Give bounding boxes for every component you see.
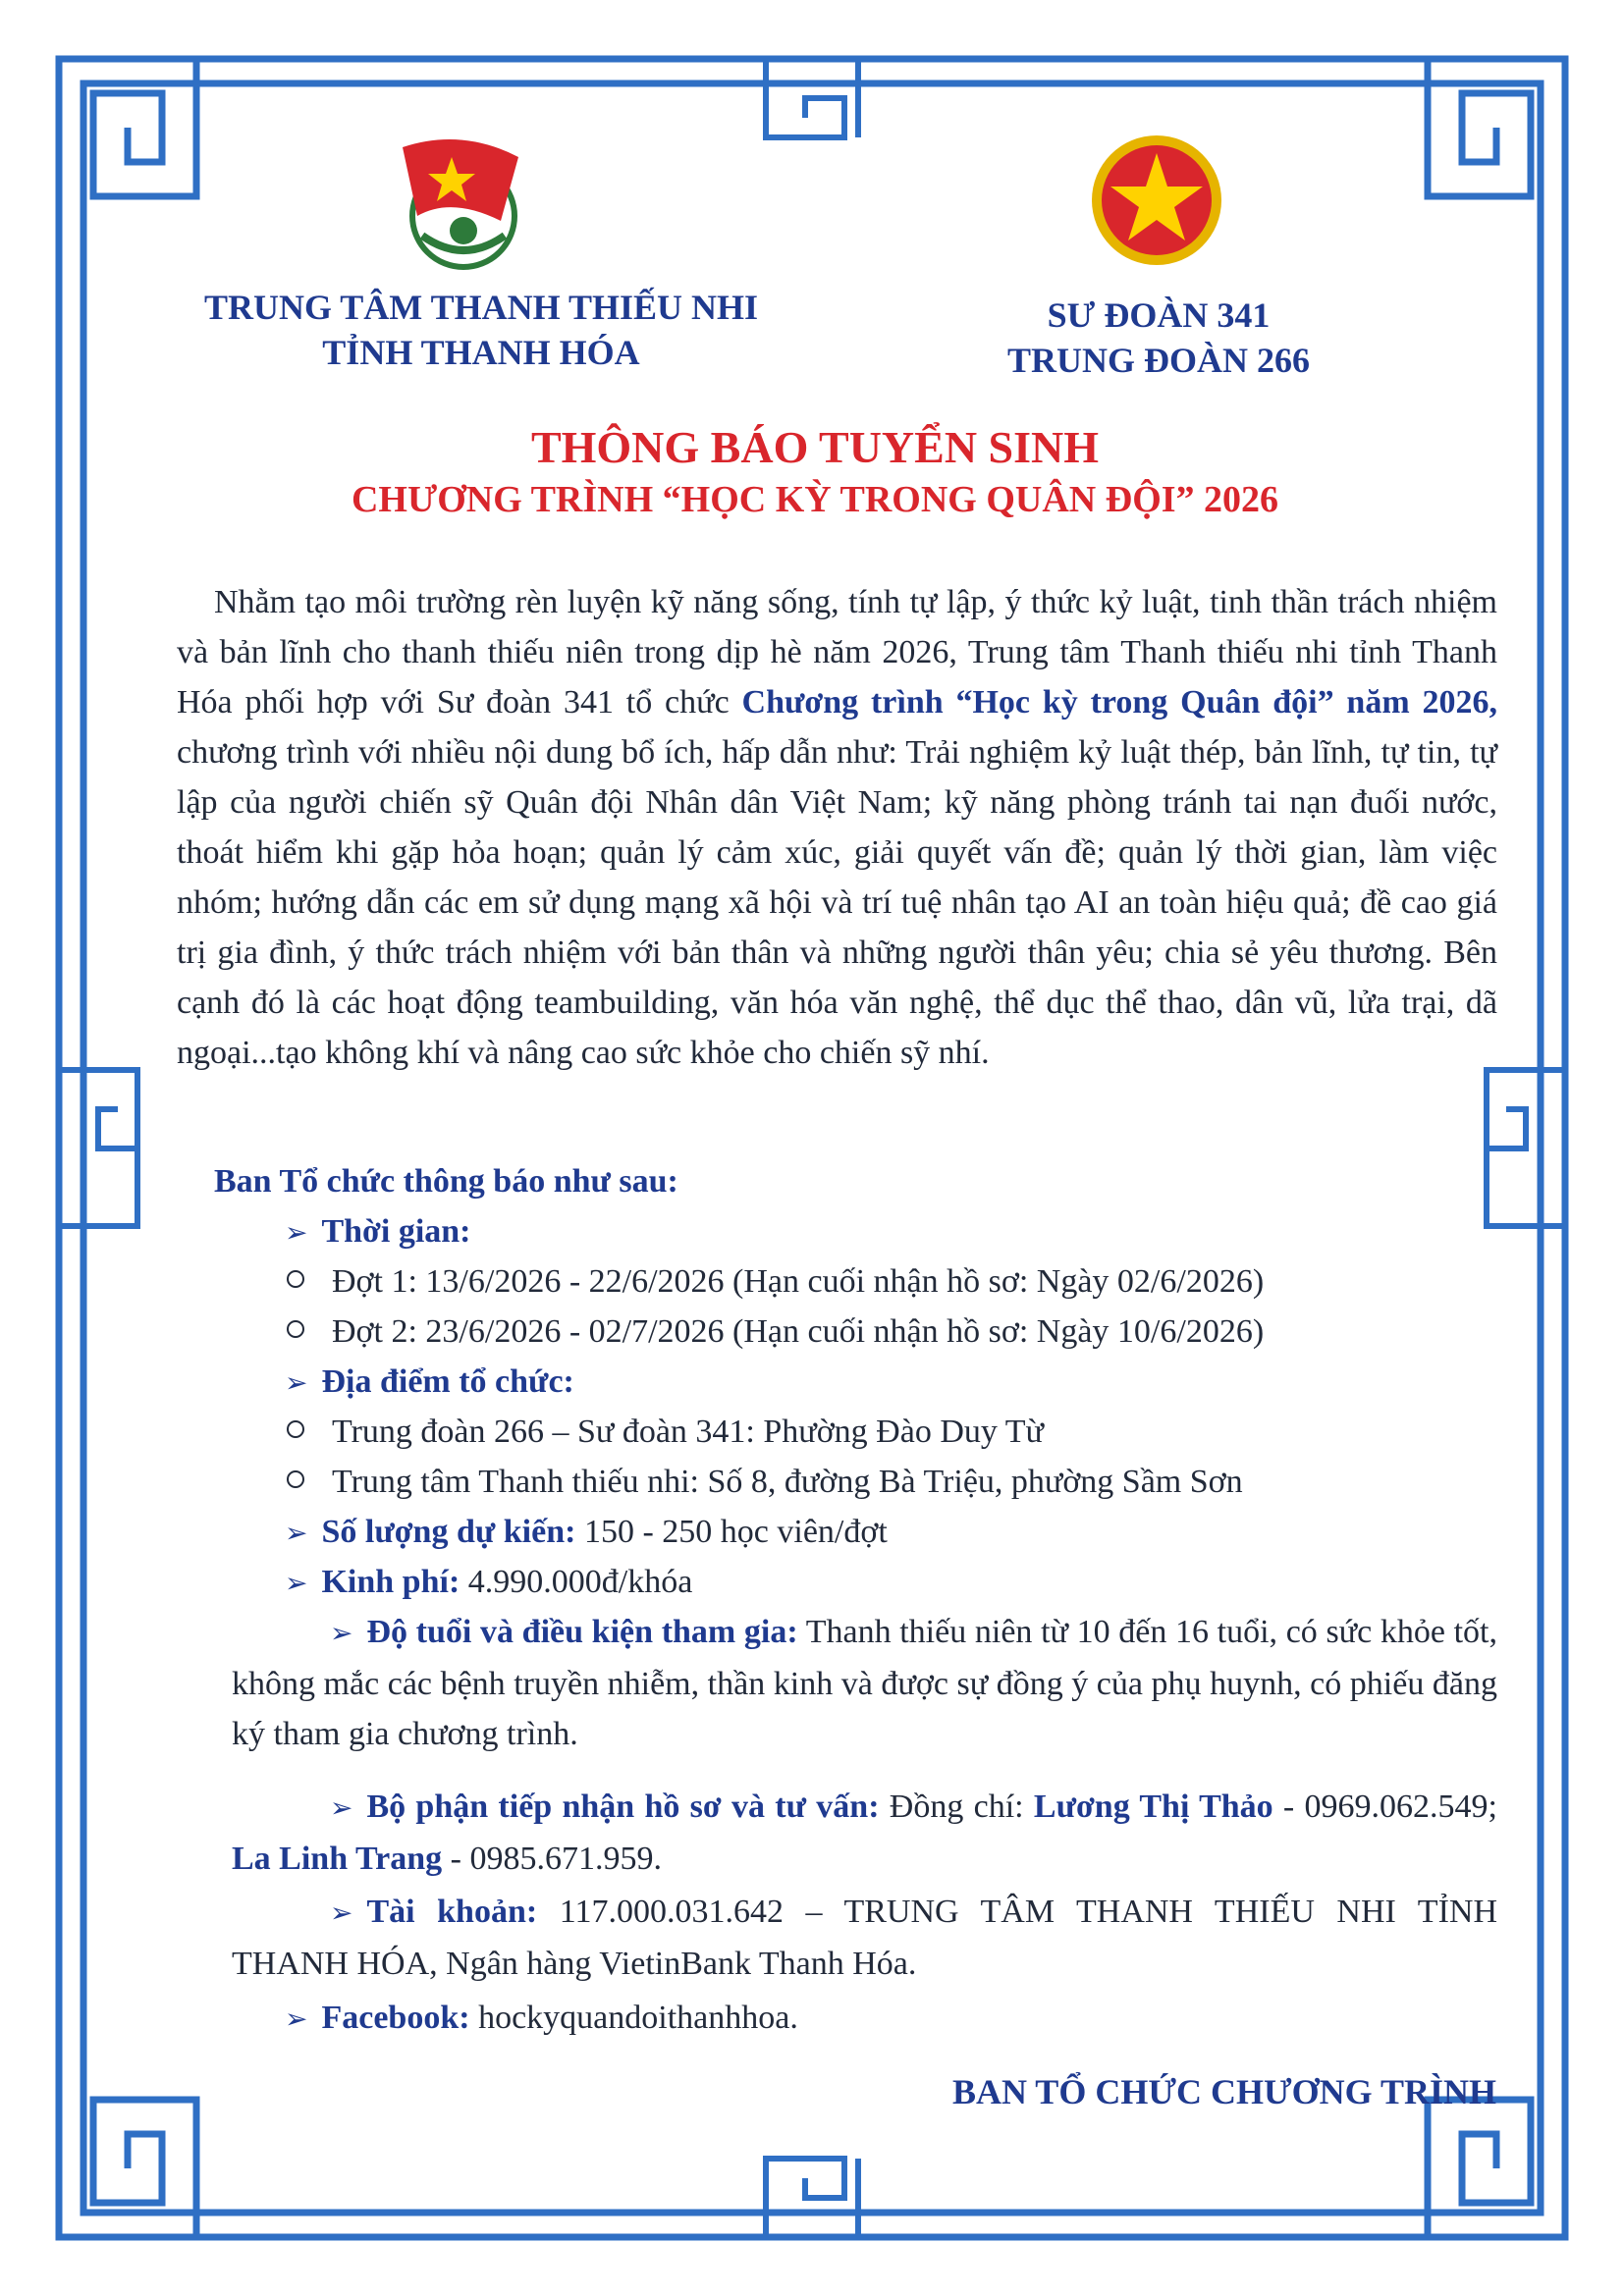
time-item-1 (287, 1256, 1264, 1307)
age-paragraph (232, 1607, 1497, 1759)
intro-program-name: Chương trình “Học kỳ trong Quân đội” năm 2026, (741, 684, 1497, 721)
organizer-signature: BAN TỔ CHỨC CHƯƠNG TRÌNH (951, 2072, 1496, 2111)
contact-prefix: Đồng chí: (879, 1789, 1034, 1825)
arrow-bullet-icon: ➢ (330, 1898, 353, 1929)
left-org-line1: TRUNG TÂM THANH THIẾU NHI (203, 288, 759, 327)
circle-bullet-icon (287, 1320, 304, 1338)
contact-phone-2: - 0985.671.959. (442, 1841, 662, 1877)
announcement-title: THÔNG BÁO TUYỂN SINH (530, 422, 1100, 472)
quantity-label: Số lượng dự kiến: (321, 1514, 576, 1550)
quantity-line (285, 1507, 888, 1559)
fee-value: 4.990.000đ/khóa (460, 1564, 693, 1600)
intro-text-1: Nhằm tạo môi trường rèn luyện kỹ năng sống, tính tự lập, ý thức kỷ luật, tinh thần trách nhiệm và bản lĩnh cho thanh thiếu niên trong dịp hè năm 2026, Trung tâm Thanh thiếu nhi tỉnh Thanh Hóa phối hợp với Sư đoàn 341 tổ chức (177, 584, 1497, 721)
quantity-value: 150 - 250 học viên/đợt (575, 1514, 888, 1550)
location-item-2 (287, 1457, 1243, 1507)
fee-line (285, 1557, 692, 1609)
account-paragraph (232, 1887, 1497, 1989)
circle-bullet-icon (287, 1420, 304, 1438)
location-item-1-text: Trung đoàn 266 – Sư đoàn 341: Phường Đào Duy Từ (332, 1414, 1044, 1450)
contact-paragraph (232, 1782, 1497, 1884)
age-value: Thanh thiếu niên từ 10 đến 16 tuổi, có sức khỏe tốt, không mắc các bệnh truyền nhiễm, thần kinh và được sự đồng ý của phụ huynh, có phiếu đăng ký tham gia chương trình. (232, 1614, 1497, 1752)
army-emblem (1088, 128, 1225, 273)
program-title: CHƯƠNG TRÌNH “HỌC KỲ TRONG QUÂN ĐỘI” 2026 (351, 479, 1279, 520)
arrow-bullet-icon: ➢ (330, 1793, 353, 1824)
facebook-line (285, 1993, 798, 2045)
facebook-label: Facebook: (321, 2000, 470, 2036)
account-label: Tài khoản: (366, 1894, 538, 1930)
youth-union-logo (393, 128, 530, 275)
time-label: Thời gian: (321, 1213, 471, 1250)
contact-name-1: Lương Thị Thảo (1033, 1789, 1273, 1825)
location-item-1 (287, 1407, 1044, 1457)
time-item-2 (287, 1307, 1264, 1357)
contact-phone-1: - 0969.062.549; (1272, 1789, 1497, 1825)
contact-label: Bộ phận tiếp nhận hồ sơ và tư vấn: (366, 1789, 880, 1825)
left-organization (147, 285, 815, 375)
intro-text-2: chương trình với nhiều nội dung bổ ích, hấp dẫn như: Trải nghiệm kỷ luật thép, bản lĩnh, tự tin, tự lập của người chiến sỹ Quân đội Nhân dân Việt Nam; kỹ năng phòng tránh tai nạn đuối nước, thoát hiểm khi gặp hỏa hoạn; quản lý cảm xúc, giải quyết vấn đề; quản lý thời gian, làm việc nhóm; hướng dẫn các em sử dụng mạng xã hội và trí tuệ nhân tạo AI an toàn hiệu quả; đề cao giá trị gia đình, ý thức trách nhiệm với bản thân và những người thân yêu; chia sẻ yêu thương. Bên cạnh đó là các hoạt động teambuilding, văn hóa văn nghệ, thể dục thể thao, dân vũ, lửa trại, dã ngoại...tạo không khí và nâng cao sức khỏe cho chiến sỹ nhí. (177, 734, 1497, 1071)
right-organization (943, 293, 1375, 383)
right-org-line1: SƯ ĐOÀN 341 (1047, 295, 1271, 335)
facebook-value: hockyquandoithanhhoa. (469, 2000, 798, 2036)
circle-bullet-icon (287, 1470, 304, 1488)
announce-label: Ban Tổ chức thông báo như sau: (214, 1163, 678, 1200)
time-item-2-text: Đợt 2: 23/6/2026 - 02/7/2026 (Hạn cuối nhận hồ sơ: Ngày 10/6/2026) (332, 1313, 1265, 1350)
location-label: Địa điểm tổ chức: (321, 1363, 574, 1400)
location-heading (285, 1357, 574, 1409)
intro-paragraph (177, 577, 1497, 1078)
time-item-1-text: Đợt 1: 13/6/2026 - 22/6/2026 (Hạn cuối nhận hồ sơ: Ngày 02/6/2026) (332, 1263, 1265, 1300)
arrow-bullet-icon: ➢ (285, 1218, 308, 1249)
arrow-bullet-icon: ➢ (285, 1569, 308, 1599)
circle-bullet-icon (287, 1270, 304, 1288)
arrow-bullet-icon: ➢ (285, 2004, 308, 2035)
time-heading (285, 1206, 471, 1258)
arrow-bullet-icon: ➢ (285, 1368, 308, 1399)
arrow-bullet-icon: ➢ (330, 1619, 353, 1649)
left-org-line2: TỈNH THANH HÓA (322, 333, 640, 372)
arrow-bullet-icon: ➢ (285, 1519, 308, 1549)
contact-name-2: La Linh Trang (232, 1841, 443, 1877)
fee-label: Kinh phí: (321, 1564, 460, 1600)
location-item-2-text: Trung tâm Thanh thiếu nhi: Số 8, đường Bà Triệu, phường Sầm Sơn (332, 1464, 1243, 1500)
right-org-line2: TRUNG ĐOÀN 266 (1006, 341, 1310, 380)
age-label: Độ tuổi và điều kiện tham gia: (366, 1614, 798, 1650)
account-value: 117.000.031.642 – TRUNG TÂM THANH THIẾU NHI TỈNH THANH HÓA, Ngân hàng VietinBank Thanh Hóa. (232, 1894, 1497, 1982)
